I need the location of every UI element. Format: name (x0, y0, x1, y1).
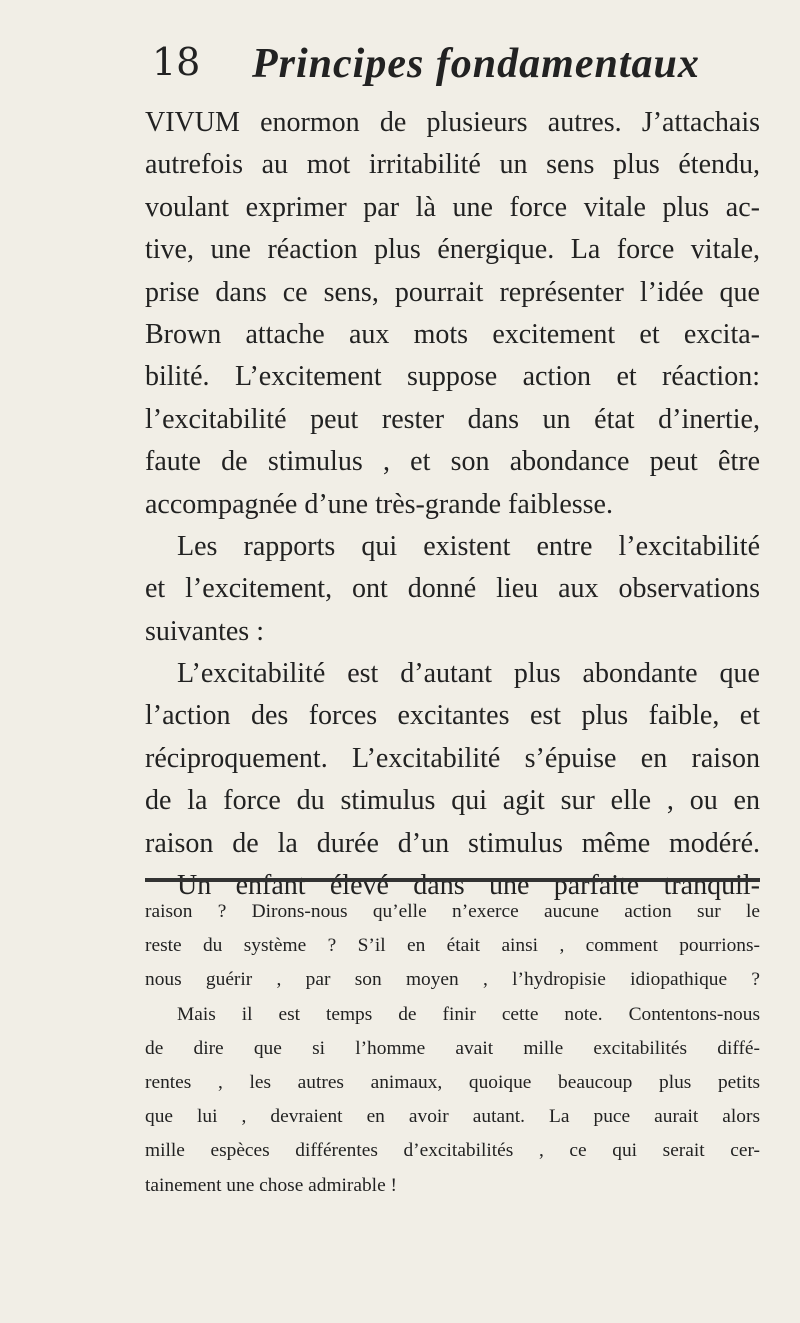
text-line: voulant exprimer par là une force vitale plus ac- (145, 191, 760, 223)
text-line: suivantes : (145, 615, 264, 647)
text-line: Un enfant élevé dans une parfaite tranquil- (177, 870, 760, 902)
text-line: faute de stimulus , et son abondance peut être (145, 446, 760, 478)
text-line: autrefois au mot irritabilité un sens plus étendu, (145, 149, 760, 181)
footnote-line: rentes , les autres animaux, quoique beaucoup plus petits (145, 1072, 760, 1094)
text-line: Les rapports qui existent entre l’excitabilité (177, 530, 760, 562)
text-line: de la force du stimulus qui agit sur elle , ou en (145, 785, 760, 817)
text-line: accompagnée d’une très-grande faiblesse. (145, 488, 613, 520)
text-line: Brown attache aux mots excitement et excita- (145, 318, 760, 350)
text-line: bilité. L’excitement suppose action et réaction: (145, 361, 760, 393)
footnote-line: nous guérir , par son moyen , l’hydropisie idiopathique ? (145, 969, 760, 991)
running-title: Principes fondamentaux (252, 41, 700, 87)
text-line: réciproquement. L’excitabilité s’épuise en raison (145, 742, 760, 774)
page-number: 18 (152, 40, 201, 84)
footnote-line: raison ? Dirons-nous qu’elle n’exerce aucune action sur le (145, 901, 760, 922)
page-header (152, 40, 752, 90)
text-line: VIVUM enormon de plusieurs autres. J’attachais (145, 107, 760, 138)
text-line: l’action des forces excitantes est plus faible, et (145, 700, 760, 732)
footnote-line: Mais il est temps de finir cette note. Contentons-nous (177, 1003, 760, 1025)
text-line: L’excitabilité est d’autant plus abondante que (177, 658, 760, 690)
footnote-line: tainement une chose admirable ! (145, 1174, 397, 1196)
main-text (145, 102, 760, 907)
footnote-separator (145, 878, 760, 882)
text-line: prise dans ce sens, pourrait représenter l’idée que (145, 276, 760, 308)
footnote-line: mille espèces différentes d’excitabilités , ce qui serait cer- (145, 1140, 760, 1162)
footnote-line: de dire que si l’homme avait mille excitabilités diffé- (145, 1037, 760, 1059)
footnote-line: reste du système ? S’il en était ainsi , comment pourrions- (145, 935, 760, 957)
text-line: tive, une réaction plus énergique. La force vitale, (145, 234, 760, 266)
text-line: raison de la durée d’un stimulus même modéré. (145, 827, 760, 859)
text-line: l’excitabilité peut rester dans un état d’inertie, (145, 403, 760, 435)
text-line: et l’excitement, ont donné lieu aux observations (145, 573, 760, 605)
footnote-line: que lui , devraient en avoir autant. La puce aurait alors (145, 1106, 760, 1128)
footnote (145, 895, 760, 1203)
